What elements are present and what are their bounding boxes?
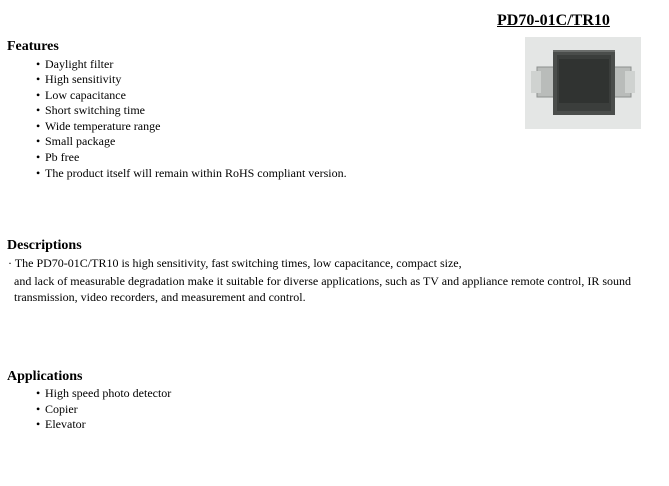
bullet-icon: · (8, 256, 12, 270)
list-item: • Daylight filter (36, 56, 114, 71)
bullet-icon: • (36, 386, 41, 400)
features-heading: Features (7, 39, 59, 54)
bullet-icon: • (36, 165, 41, 180)
bullet-icon: • (36, 417, 41, 432)
part-number-title: PD70-01C/TR10 (497, 12, 610, 29)
descriptions-heading: Descriptions (7, 238, 82, 253)
applications-list (36, 386, 171, 433)
list-item: • Small package (36, 134, 116, 149)
list-item: • Copier (36, 401, 78, 416)
list-item: • Low capacitance (36, 87, 126, 102)
description-first-line: · The PD70-01C/TR10 is high sensitivity, fast switching times, low capacitance, compact size, (8, 256, 462, 270)
list-item: • Elevator (36, 417, 86, 432)
features-list (36, 57, 347, 182)
bullet-icon: • (36, 87, 41, 102)
list-item: • Pb free (36, 150, 80, 165)
bullet-icon: • (36, 103, 41, 118)
list-item: • Wide temperature range (36, 118, 161, 133)
bullet-icon: • (36, 150, 41, 165)
bullet-icon: • (36, 72, 41, 87)
list-item: • Short switching time (36, 103, 145, 118)
description-paragraph: and lack of measurable degradation make it suitable for diverse applications, such as TV and appliance remote control, IR sound transmission, video recorders, and measurement and control. (14, 274, 632, 304)
list-item: • The product itself will remain within RoHS compliant version. (36, 165, 347, 180)
applications-heading: Applications (7, 369, 83, 384)
bullet-icon: • (36, 118, 41, 133)
product-photo (525, 37, 641, 129)
list-item: • High speed photo detector (36, 386, 172, 400)
bullet-icon: • (36, 56, 41, 71)
list-item: • High sensitivity (36, 72, 122, 87)
photodiode-package-image (525, 37, 641, 129)
bullet-icon: • (36, 134, 41, 149)
bullet-icon: • (36, 401, 41, 416)
